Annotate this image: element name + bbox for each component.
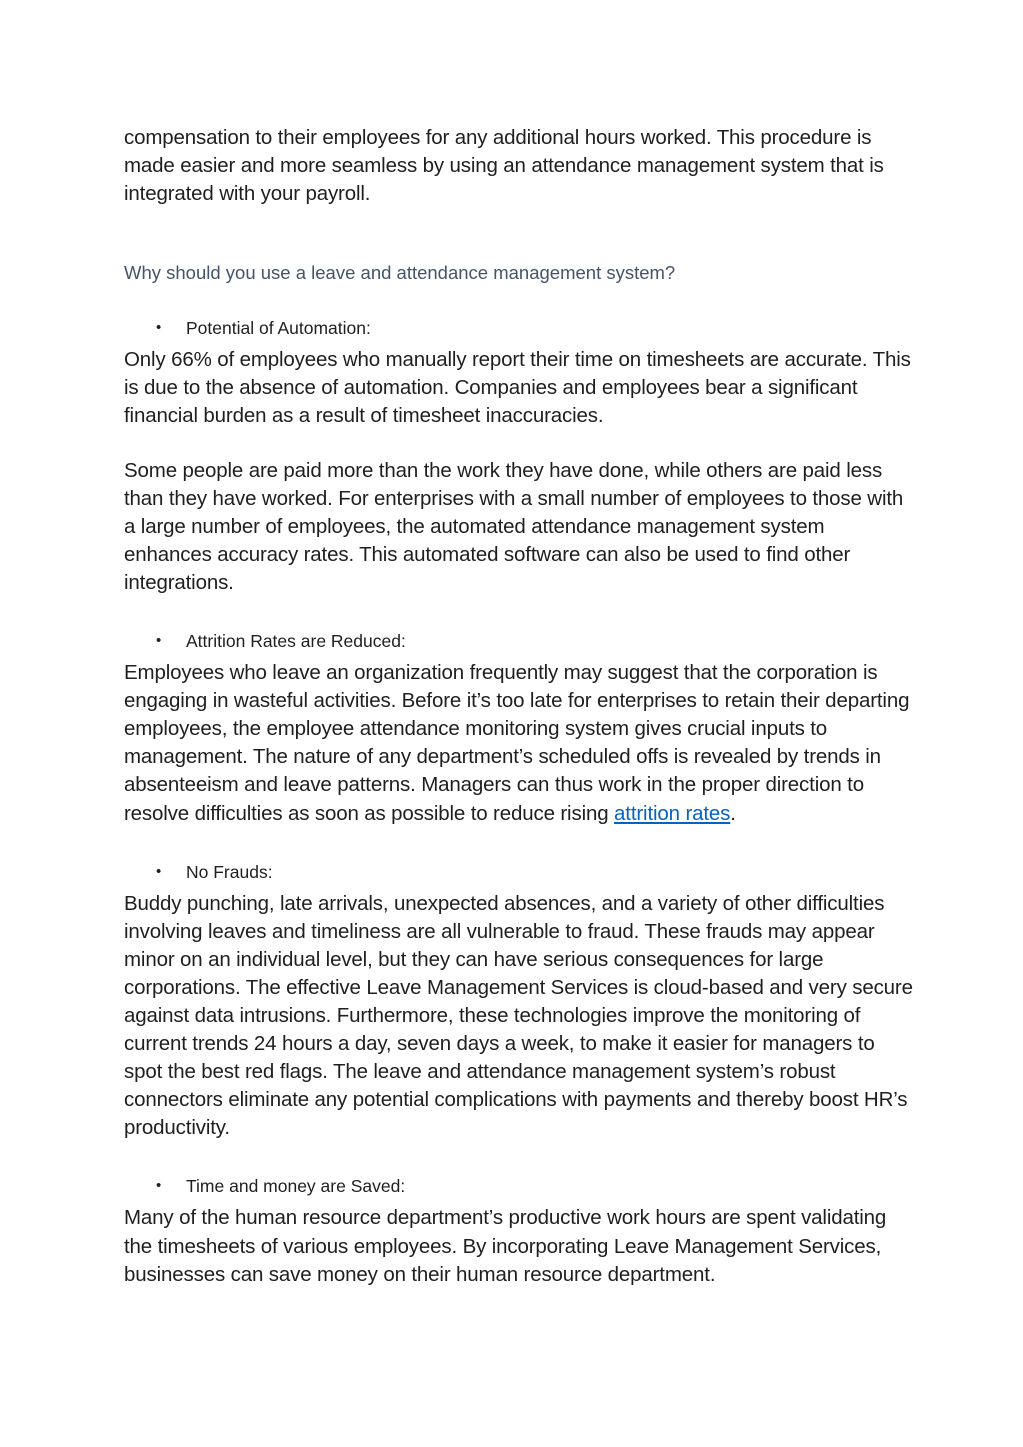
automation-paragraph-1: Only 66% of employees who manually report their time on timesheets are accurate. This is due to the absence of automation. Companies and employees bear a significant financial burden as a result of timesheet inaccuracies. — [124, 348, 911, 428]
bullet-icon: • — [156, 319, 162, 337]
bullet-label: Time and money are Saved: — [186, 1176, 406, 1197]
attrition-rates-link[interactable]: attrition rates — [614, 801, 731, 825]
section-heading: Why should you use a leave and attendance management system? — [124, 262, 676, 284]
bullet-item-automation — [124, 316, 914, 340]
attrition-text: Employees who leave an organization frequently may suggest that the corporation is engaging in wasteful activities. Before it’s too late for enterprises to retain their departing employees, the employee attendance monitoring system gives crucial inputs to management. The nature of any department’s scheduled offs is revealed by trends in absenteeism and leave patterns. Managers can thus work in the proper direction to resolve difficulties as soon as possible to reduce rising — [124, 661, 910, 825]
attrition-paragraph — [124, 659, 914, 828]
bullet-item-attrition — [124, 629, 914, 653]
automation-paragraph-2: Some people are paid more than the work they have done, while others are paid less than they have worked. For enterprises with a small number of employees to those with a large number of employees, the automated attendance management system enhances accuracy rates. This automated software can also be used to find other integrations. — [124, 458, 904, 594]
time-money-paragraph: Many of the human resource department’s productive work hours are spent validating the timesheets of various employees. By incorporating Leave Management Services, businesses can save money on their human resource department. — [124, 1206, 887, 1286]
bullet-item-frauds — [124, 860, 914, 884]
intro-paragraph: compensation to their employees for any additional hours worked. This procedure is made easier and more seamless by using an attendance management system that is integrated with your payroll. — [124, 126, 884, 206]
bullet-item-time-money — [124, 1174, 914, 1198]
bullet-label: No Frauds: — [186, 861, 273, 882]
bullet-icon: • — [156, 862, 162, 880]
bullet-label: Potential of Automation: — [186, 318, 371, 339]
attrition-text-end: . — [730, 801, 736, 825]
document-page — [124, 124, 914, 1289]
bullet-icon: • — [156, 632, 162, 650]
bullet-label: Attrition Rates are Reduced: — [186, 631, 406, 652]
frauds-paragraph: Buddy punching, late arrivals, unexpected absences, and a variety of other difficulties involving leaves and timeliness are all vulnerable to fraud. These frauds may appear minor on an individual level, but they can have serious consequences for large corporations. The effective Leave Management Services is cloud-based and very secure against data intrusions. Furthermore, these technologies improve the monitoring of current trends 24 hours a day, seven days a week, to make it easier for managers to spot the best red flags. The leave and attendance management system’s robust connectors eliminate any potential complications with payments and thereby boost HR’s productivity. — [124, 891, 913, 1140]
bullet-icon: • — [156, 1177, 162, 1195]
